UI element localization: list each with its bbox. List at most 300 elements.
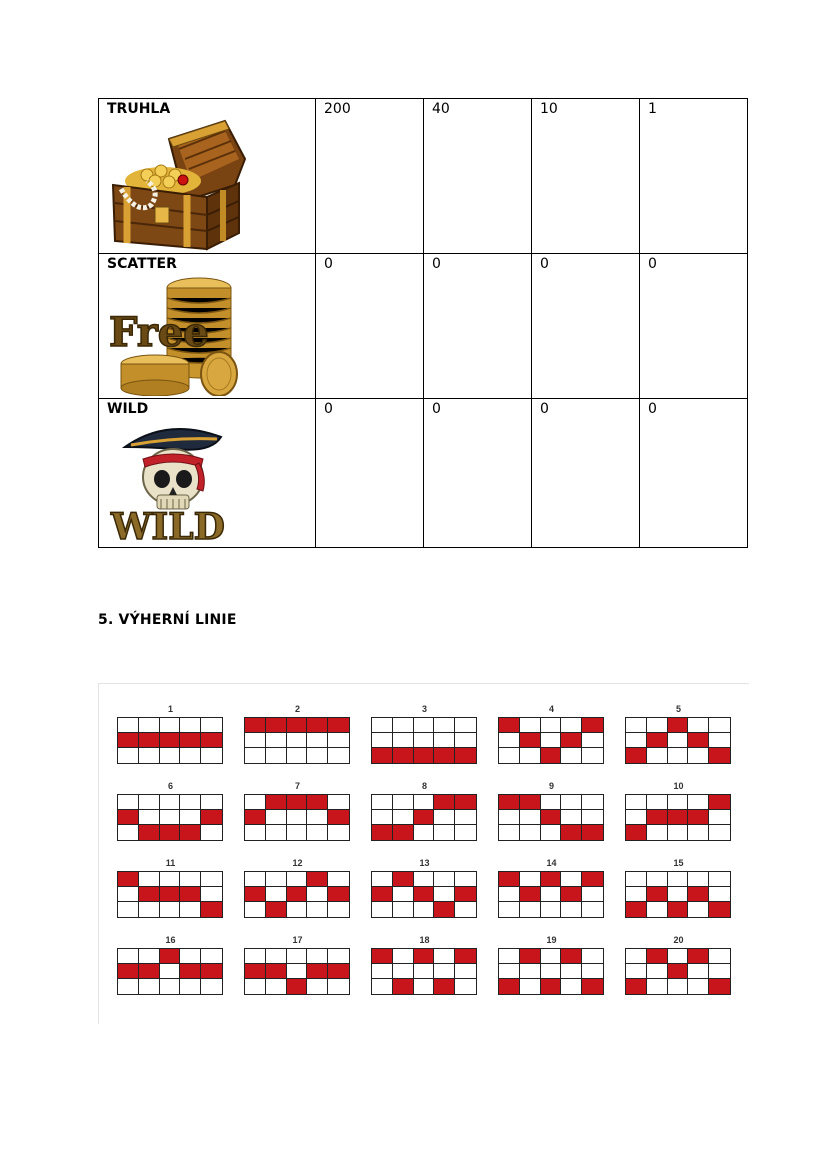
payline-cell	[499, 964, 520, 979]
payline-cell-active	[287, 887, 308, 902]
payline-cell	[626, 810, 647, 825]
payline-cell	[561, 748, 582, 763]
payline-cell	[647, 979, 668, 994]
payline-cell	[520, 872, 541, 887]
payline-cell	[455, 872, 476, 887]
payline-cell-active	[709, 748, 730, 763]
payline-cell-active	[455, 795, 476, 810]
payline-cell	[414, 902, 435, 917]
payline-number: 16	[165, 935, 176, 945]
payline-cell-active	[160, 887, 181, 902]
payline-cell-active	[414, 810, 435, 825]
payout-cell	[424, 99, 532, 254]
symbol-cell	[99, 99, 316, 254]
payline-cell	[688, 902, 709, 917]
payline-cell	[582, 810, 603, 825]
payline-cell-active	[520, 733, 541, 748]
payline-cell-active	[328, 810, 349, 825]
payline-4	[498, 706, 605, 764]
symbol-cell	[99, 399, 316, 548]
payline-cell	[647, 902, 668, 917]
payline-grid	[117, 794, 223, 841]
payline-cell	[626, 718, 647, 733]
payout-cell	[640, 99, 748, 254]
payline-cell	[266, 949, 287, 964]
payline-cell	[647, 748, 668, 763]
payline-12	[244, 860, 351, 918]
payline-cell	[160, 979, 181, 994]
payline-cell	[668, 825, 689, 840]
payline-cell-active	[180, 887, 201, 902]
payline-cell	[499, 825, 520, 840]
payline-cell	[688, 748, 709, 763]
payline-grid	[625, 948, 731, 995]
payline-cell-active	[266, 718, 287, 733]
payline-cell	[160, 902, 181, 917]
payline-cell	[561, 718, 582, 733]
payline-cell	[688, 718, 709, 733]
payline-cell-active	[541, 810, 562, 825]
payline-cell-active	[541, 748, 562, 763]
payout-cell	[640, 399, 748, 548]
payline-cell	[245, 748, 266, 763]
payline-cell	[160, 810, 181, 825]
payline-cell	[541, 733, 562, 748]
payline-cell-active	[180, 733, 201, 748]
payline-cell	[455, 979, 476, 994]
payline-cell-active	[647, 733, 668, 748]
payline-cell-active	[414, 887, 435, 902]
payline-cell	[139, 718, 160, 733]
payline-cell	[266, 748, 287, 763]
payout-value: 0	[540, 256, 549, 272]
payline-cell	[307, 825, 328, 840]
payline-cell	[668, 795, 689, 810]
payline-cell-active	[561, 825, 582, 840]
payline-cell	[266, 733, 287, 748]
payline-cell	[541, 964, 562, 979]
payline-cell	[180, 902, 201, 917]
payline-number: 20	[673, 935, 684, 945]
payline-cell-active	[328, 887, 349, 902]
payline-16	[117, 937, 224, 995]
payline-18	[371, 937, 478, 995]
payline-grid	[498, 948, 604, 995]
payline-cell	[455, 733, 476, 748]
payline-cell-active	[688, 949, 709, 964]
payline-cell-active	[245, 810, 266, 825]
payline-cell	[541, 825, 562, 840]
payline-cell	[266, 979, 287, 994]
payline-cell-active	[626, 902, 647, 917]
payline-cell	[180, 795, 201, 810]
payline-cell	[307, 902, 328, 917]
payline-cell-active	[455, 949, 476, 964]
payline-cell	[582, 964, 603, 979]
payline-cell	[647, 964, 668, 979]
payline-cell-active	[245, 887, 266, 902]
payline-cell-active	[520, 887, 541, 902]
payline-cell	[582, 733, 603, 748]
payline-cell	[499, 887, 520, 902]
payline-cell	[139, 795, 160, 810]
payline-cell-active	[499, 979, 520, 994]
payline-cell-active	[372, 748, 393, 763]
payline-cell	[499, 810, 520, 825]
payline-cell	[328, 748, 349, 763]
payline-cell	[709, 718, 730, 733]
payout-value: 0	[648, 256, 657, 272]
payline-number: 8	[421, 781, 427, 791]
payline-cell	[626, 949, 647, 964]
payline-cell	[668, 949, 689, 964]
payline-cell-active	[520, 949, 541, 964]
payline-9	[498, 783, 605, 841]
payline-cell-active	[626, 748, 647, 763]
payline-cell	[561, 810, 582, 825]
payline-cell	[245, 733, 266, 748]
payline-cell-active	[287, 795, 308, 810]
payline-cell-active	[266, 902, 287, 917]
payline-cell	[561, 872, 582, 887]
payline-grid	[625, 871, 731, 918]
payline-cell-active	[541, 979, 562, 994]
payline-cell-active	[647, 949, 668, 964]
payline-cell-active	[688, 887, 709, 902]
payline-cell-active	[434, 902, 455, 917]
payline-cell	[372, 733, 393, 748]
payline-cell	[328, 949, 349, 964]
payline-cell	[180, 872, 201, 887]
payline-cell	[582, 748, 603, 763]
payline-cell	[709, 810, 730, 825]
payline-cell	[139, 810, 160, 825]
payline-cell	[307, 748, 328, 763]
payline-number: 2	[294, 704, 300, 714]
payline-cell-active	[180, 964, 201, 979]
payline-cell	[647, 795, 668, 810]
payline-cell	[582, 795, 603, 810]
payline-3	[371, 706, 478, 764]
payline-cell	[266, 810, 287, 825]
payline-cell	[393, 795, 414, 810]
payline-cell	[307, 733, 328, 748]
payline-cell	[201, 979, 222, 994]
payline-cell-active	[139, 887, 160, 902]
payline-cell	[520, 810, 541, 825]
payline-grid	[244, 871, 350, 918]
payline-cell-active	[160, 949, 181, 964]
payline-cell	[393, 902, 414, 917]
payline-number: 3	[421, 704, 427, 714]
payline-cell	[434, 887, 455, 902]
payline-cell	[647, 825, 668, 840]
payline-cell-active	[414, 949, 435, 964]
payline-cell	[520, 825, 541, 840]
payout-value: 0	[540, 401, 549, 417]
payline-cell-active	[118, 810, 139, 825]
paylines-panel	[98, 683, 749, 1024]
payline-cell-active	[139, 964, 160, 979]
payline-cell	[372, 872, 393, 887]
payline-13	[371, 860, 478, 918]
payline-number: 14	[546, 858, 557, 868]
payline-cell	[709, 887, 730, 902]
payline-cell	[118, 979, 139, 994]
payline-cell	[139, 949, 160, 964]
paytable-row	[99, 99, 748, 254]
payline-cell	[414, 733, 435, 748]
payline-cell-active	[455, 748, 476, 763]
payline-cell-active	[709, 795, 730, 810]
payline-cell-active	[709, 902, 730, 917]
payout-cell	[640, 254, 748, 399]
payline-cell	[328, 795, 349, 810]
payline-cell	[266, 825, 287, 840]
payline-cell-active	[520, 795, 541, 810]
payline-2	[244, 706, 351, 764]
payline-17	[244, 937, 351, 995]
payout-value: 0	[648, 401, 657, 417]
payout-value: 0	[324, 256, 333, 272]
payline-cell	[201, 795, 222, 810]
wild-word: WILD	[111, 506, 225, 545]
payline-cell	[455, 810, 476, 825]
payline-cell-active	[393, 748, 414, 763]
payline-cell	[541, 902, 562, 917]
payline-cell	[245, 949, 266, 964]
payline-cell	[118, 902, 139, 917]
payline-cell	[328, 979, 349, 994]
payline-6	[117, 783, 224, 841]
payline-cell	[201, 825, 222, 840]
payline-number: 7	[294, 781, 300, 791]
payline-grid	[625, 717, 731, 764]
payline-cell	[201, 949, 222, 964]
payline-cell-active	[541, 872, 562, 887]
payline-cell	[668, 733, 689, 748]
payline-cell	[520, 979, 541, 994]
payline-10	[625, 783, 732, 841]
payline-cell-active	[582, 718, 603, 733]
payline-cell	[520, 718, 541, 733]
payline-cell	[561, 795, 582, 810]
payline-cell	[434, 825, 455, 840]
section-heading: 5. VÝHERNÍ LINIE	[98, 612, 237, 628]
payline-cell	[245, 872, 266, 887]
payline-cell	[307, 979, 328, 994]
payline-cell	[180, 718, 201, 733]
payline-cell-active	[499, 795, 520, 810]
payline-14	[498, 860, 605, 918]
payline-cell-active	[393, 872, 414, 887]
payline-cell-active	[709, 979, 730, 994]
payline-cell-active	[201, 733, 222, 748]
payline-cell	[668, 887, 689, 902]
payline-cell	[626, 872, 647, 887]
payline-grid	[244, 948, 350, 995]
payline-grid	[117, 717, 223, 764]
payline-cell	[287, 949, 308, 964]
payline-cell	[688, 795, 709, 810]
payline-cell	[328, 825, 349, 840]
payline-cell	[139, 902, 160, 917]
payline-cell	[668, 872, 689, 887]
payline-cell	[180, 979, 201, 994]
payline-cell	[626, 964, 647, 979]
payline-grid	[625, 794, 731, 841]
payline-cell	[561, 979, 582, 994]
payline-cell-active	[372, 949, 393, 964]
payline-cell-active	[328, 964, 349, 979]
payline-cell-active	[118, 733, 139, 748]
payline-cell-active	[668, 718, 689, 733]
payline-cell	[626, 887, 647, 902]
payline-grid	[498, 871, 604, 918]
payline-cell	[287, 733, 308, 748]
payline-cell-active	[434, 795, 455, 810]
payline-cell	[499, 733, 520, 748]
payline-cell-active	[139, 825, 160, 840]
payline-grid	[244, 717, 350, 764]
payline-cell	[709, 872, 730, 887]
symbol-name: SCATTER	[107, 256, 177, 272]
payline-cell	[372, 795, 393, 810]
payline-cell	[709, 825, 730, 840]
payline-cell	[414, 964, 435, 979]
payline-cell	[561, 964, 582, 979]
payline-number: 11	[165, 858, 176, 868]
payline-cell-active	[499, 872, 520, 887]
payline-cell-active	[201, 902, 222, 917]
payout-cell	[316, 254, 424, 399]
payline-cell	[372, 964, 393, 979]
payout-cell	[532, 399, 640, 548]
payline-cell	[520, 748, 541, 763]
symbol-name: WILD	[107, 401, 149, 417]
payline-8	[371, 783, 478, 841]
payout-cell	[424, 399, 532, 548]
payline-cell-active	[434, 979, 455, 994]
payline-cell	[499, 902, 520, 917]
payline-cell	[180, 748, 201, 763]
payline-cell	[520, 902, 541, 917]
payline-cell	[414, 795, 435, 810]
payline-cell	[201, 872, 222, 887]
payline-cell	[118, 718, 139, 733]
payline-cell	[287, 810, 308, 825]
payline-cell	[393, 810, 414, 825]
payline-cell	[245, 979, 266, 994]
payline-19	[498, 937, 605, 995]
payline-cell	[414, 825, 435, 840]
symbol-name: TRUHLA	[107, 101, 171, 117]
payout-value: 0	[432, 401, 441, 417]
payline-cell-active	[245, 718, 266, 733]
paytable-row	[99, 399, 748, 548]
payline-cell-active	[561, 949, 582, 964]
payline-cell	[287, 872, 308, 887]
payline-grid	[371, 794, 477, 841]
payline-cell	[434, 718, 455, 733]
payline-7	[244, 783, 351, 841]
payline-cell	[520, 964, 541, 979]
payline-cell-active	[647, 887, 668, 902]
payline-cell-active	[582, 872, 603, 887]
payline-cell-active	[393, 979, 414, 994]
payline-cell	[455, 825, 476, 840]
payline-cell	[287, 902, 308, 917]
payline-cell	[245, 795, 266, 810]
payline-cell	[372, 810, 393, 825]
payout-value: 40	[432, 101, 450, 117]
payline-cell-active	[668, 902, 689, 917]
payline-cell	[455, 964, 476, 979]
payline-cell	[688, 964, 709, 979]
payline-cell	[434, 964, 455, 979]
payline-cell	[541, 795, 562, 810]
payline-number: 9	[548, 781, 554, 791]
payline-cell	[688, 825, 709, 840]
payline-cell	[414, 979, 435, 994]
payline-cell	[668, 979, 689, 994]
payline-cell	[160, 964, 181, 979]
payline-grid	[371, 871, 477, 918]
payline-cell	[393, 718, 414, 733]
payline-cell	[434, 872, 455, 887]
payline-cell-active	[307, 872, 328, 887]
payline-cell	[287, 748, 308, 763]
payline-cell-active	[180, 825, 201, 840]
payline-cell	[541, 887, 562, 902]
payline-cell-active	[561, 887, 582, 902]
payline-cell	[372, 902, 393, 917]
payline-cell-active	[647, 810, 668, 825]
payline-cell	[582, 949, 603, 964]
payout-cell	[532, 99, 640, 254]
payline-cell-active	[201, 964, 222, 979]
payline-cell-active	[668, 964, 689, 979]
payout-cell	[316, 99, 424, 254]
payline-cell	[499, 748, 520, 763]
payout-value: 10	[540, 101, 558, 117]
payout-value: 1	[648, 101, 657, 117]
payline-cell	[709, 949, 730, 964]
payline-cell-active	[160, 825, 181, 840]
payline-cell	[414, 872, 435, 887]
payline-number: 12	[292, 858, 303, 868]
payline-cell	[266, 872, 287, 887]
payline-cell	[668, 748, 689, 763]
payline-cell	[287, 964, 308, 979]
payout-cell	[424, 254, 532, 399]
payline-cell	[180, 949, 201, 964]
payline-cell	[139, 748, 160, 763]
treasure-chest-icon	[107, 119, 247, 251]
symbol-cell	[99, 254, 316, 399]
payline-cell-active	[372, 825, 393, 840]
payline-cell-active	[245, 964, 266, 979]
payline-cell	[626, 795, 647, 810]
payout-cell	[316, 399, 424, 548]
payline-cell	[455, 718, 476, 733]
payout-cell	[532, 254, 640, 399]
payline-grid	[117, 948, 223, 995]
payline-grid	[244, 794, 350, 841]
payline-cell	[118, 887, 139, 902]
payline-cell	[626, 733, 647, 748]
payline-cell-active	[582, 979, 603, 994]
